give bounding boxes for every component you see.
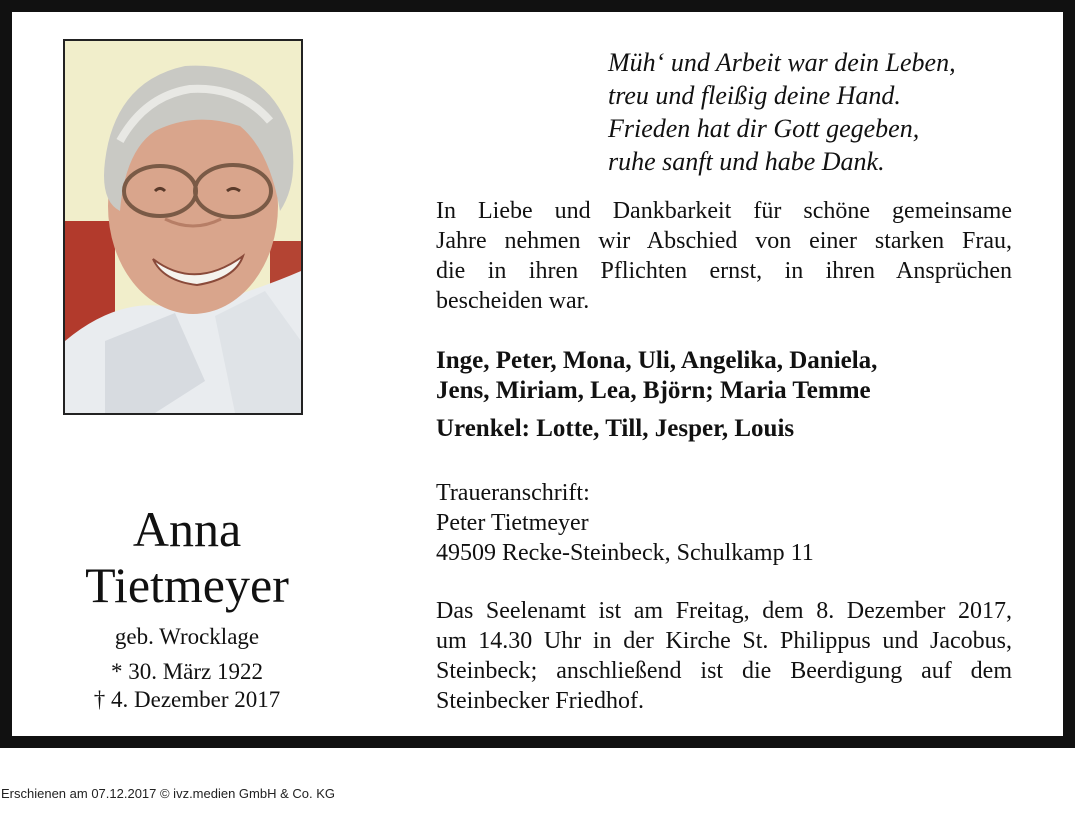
intro-line: bescheiden war. — [436, 288, 590, 314]
poem-line: ruhe sanft und habe Dank. — [608, 147, 885, 176]
address-heading: Traueranschrift: — [436, 480, 590, 506]
service-paragraph — [436, 596, 1012, 716]
intro-paragraph — [436, 196, 1012, 316]
great-grandchildren-line: Urenkel: Lotte, Till, Jesper, Louis — [436, 415, 795, 442]
service-line: um 14.30 Uhr in der Kirche St. Philippus und Jacobus, — [436, 628, 1012, 654]
address-street: 49509 Recke-Steinbeck, Schulkamp 11 — [436, 540, 814, 566]
intro-line: die in ihren Pflichten ernst, in ihren Ansprüchen — [436, 258, 1012, 284]
address-name: Peter Tietmeyer — [436, 510, 589, 536]
portrait-photo — [63, 39, 303, 415]
service-line: Steinbecker Friedhof. — [436, 688, 644, 714]
service-line: Das Seelenamt ist am Freitag, dem 8. Dezember 2017, — [436, 598, 1012, 624]
birth-name: geb. Wrocklage — [114, 624, 260, 649]
poem-line: Frieden hat dir Gott gegeben, — [608, 114, 920, 143]
poem-line: Müh‘ und Arbeit war dein Leben, — [608, 48, 956, 77]
intro-line: In Liebe und Dankbarkeit für schöne gemeinsame — [436, 198, 1012, 224]
intro-line: Jahre nehmen wir Abschied von einer starken Frau, — [436, 228, 1012, 254]
family-names — [436, 346, 1026, 406]
great-grandchildren — [436, 414, 1026, 444]
mourning-address — [436, 478, 1012, 568]
family-line: Inge, Peter, Mona, Uli, Angelika, Daniela, — [436, 347, 878, 374]
deceased-last-name: Tietmeyer — [85, 557, 289, 613]
deceased-first-name: Anna — [132, 501, 242, 557]
poem-verse — [608, 46, 956, 178]
portrait-illustration — [65, 41, 301, 413]
obituary-card — [12, 12, 1063, 736]
family-line: Jens, Miriam, Lea, Björn; Maria Temme — [436, 377, 871, 404]
birth-date: * 30. März 1922 — [110, 659, 264, 684]
service-line: Steinbeck; anschließend ist die Beerdigung auf dem — [436, 658, 1012, 684]
publication-footer: Erschienen am 07.12.2017 © ivz.medien GmbH & Co. KG — [1, 786, 336, 801]
poem-line: treu und fleißig deine Hand. — [608, 81, 901, 110]
death-date: † 4. Dezember 2017 — [93, 687, 281, 712]
